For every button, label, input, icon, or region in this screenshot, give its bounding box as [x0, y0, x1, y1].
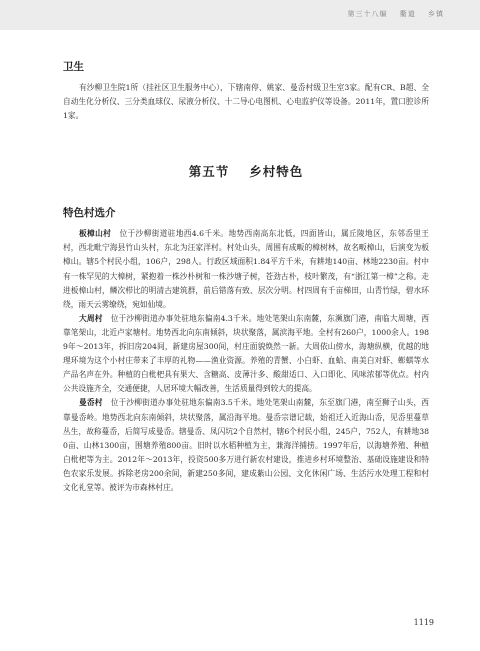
- running-head-region: 衢道: [399, 10, 416, 18]
- page-number: 1119: [413, 618, 434, 627]
- village-entry: [63, 227, 429, 312]
- village-name: 板樟山村: [79, 229, 112, 239]
- health-paragraph: 有沙柳卫生院1所（挂社区卫生服务中心），下辖南停、姚家、曼岙村级卫生室3家。配有CR、B超、全自动生化分析仪、三分类血球仪、尿液分析仪、十二导心电图机、心电监护仪等设备。2011年，置口腔诊所1家。: [63, 83, 429, 121]
- village-description: 位于沙柳街道办事处驻地东偏南3.5千米。地处笔架山南麓，东至旗门港，南至狮子山头，西靠曼岙岭。地势西北向东南倾斜，块状聚落，属沿海平地。曼岙宗谱记载，始祖迁入近海山岙，见岙里蔓草丛生，故称蔓岙，后简写成曼岙。辖曼岙、凤闪坑2个自然村，辖6个村民小组，245户，752人，有耕地380亩、山林1300亩，围塘养殖800亩。旧时以水稻种植为主，兼海洋捕捞。1997年后，以海塘养殖、种植白枇杷等为主。2012年～2013年，投资500多万进行新农村建设，推进乡村环境整治、基础设施建设和特色农家乐发展。拆除老房200余间，新建250多间，建成紫山公园、文化休闲广场、生活污水处理工程和村文化礼堂等。被评为市森林村庄。: [63, 398, 429, 492]
- village-name: 曼岙村: [79, 398, 103, 408]
- featured-villages: [63, 206, 429, 495]
- section-number: 第五节: [188, 164, 230, 180]
- village-entry: [63, 396, 429, 495]
- page-content: [63, 60, 429, 495]
- villages-heading: 特色村选介: [63, 207, 116, 220]
- section-name: 乡村特色: [249, 164, 304, 180]
- section-title: [63, 162, 429, 180]
- village-description: 位于沙柳街道办事处驻地东偏南4.3千米。地处笔架山东南麓，东濒旗门港，南临大周塘，西靠笔架山，北近卢家塘村。地势西北向东南倾斜，块状聚落，属滨海平地。全村有260户，1000余人。1989年～2013年，拆旧房204间，新建房屋300间，村庄面貌焕然一新。大周依山傍水，海塘纵横，优越的地理环境为这个小村庄带来了丰厚的礼物——渔业资源。养殖的青蟹、小白虾、血蛤、南美白对虾、蟛蜞等水产品名声在外。种植的白枇杷具有果大、含糖高、皮薄汁多、酸甜适口、入口即化、风味浓郁等优点。村内公共设施齐全，交通便捷，人居环境大幅改善，生活质量得到较大的提高。: [63, 313, 429, 394]
- village-name: 大周村: [79, 313, 103, 323]
- village-entry: [63, 312, 429, 397]
- running-head-chapter: 第三十八编: [347, 10, 388, 18]
- village-description: 位于沙柳街道驻地西4.6千米。地势西南高东北低，四面皆山，属丘陵地区，东邻岙里王村，西北毗宁海县竹山头村，东北为汪家洋村。村处山头，周围有成畈的樟树林，故名畈樟山，后演变为板樟山。辖5个村民小组，106户，298人。行政区域面积1.84平方千米，有耕地140亩、林地2230亩。村中有一株罕见的大樟树，紧抱着一株沙朴树和一株沙塘子树，苍劲古朴，枝叶繁茂，有“浙江第一樟”之称。走进板樟山村，鳞次栉比的明清古建筑群，前后错落有致、层次分明。村四周有千亩梯田，山青竹绿，碧水环绕，雨天云雾缭绕，宛如仙境。: [63, 229, 429, 309]
- running-head-section: 乡镇: [428, 10, 444, 18]
- health-heading: 卫生: [63, 61, 84, 73]
- running-head: [339, 9, 444, 19]
